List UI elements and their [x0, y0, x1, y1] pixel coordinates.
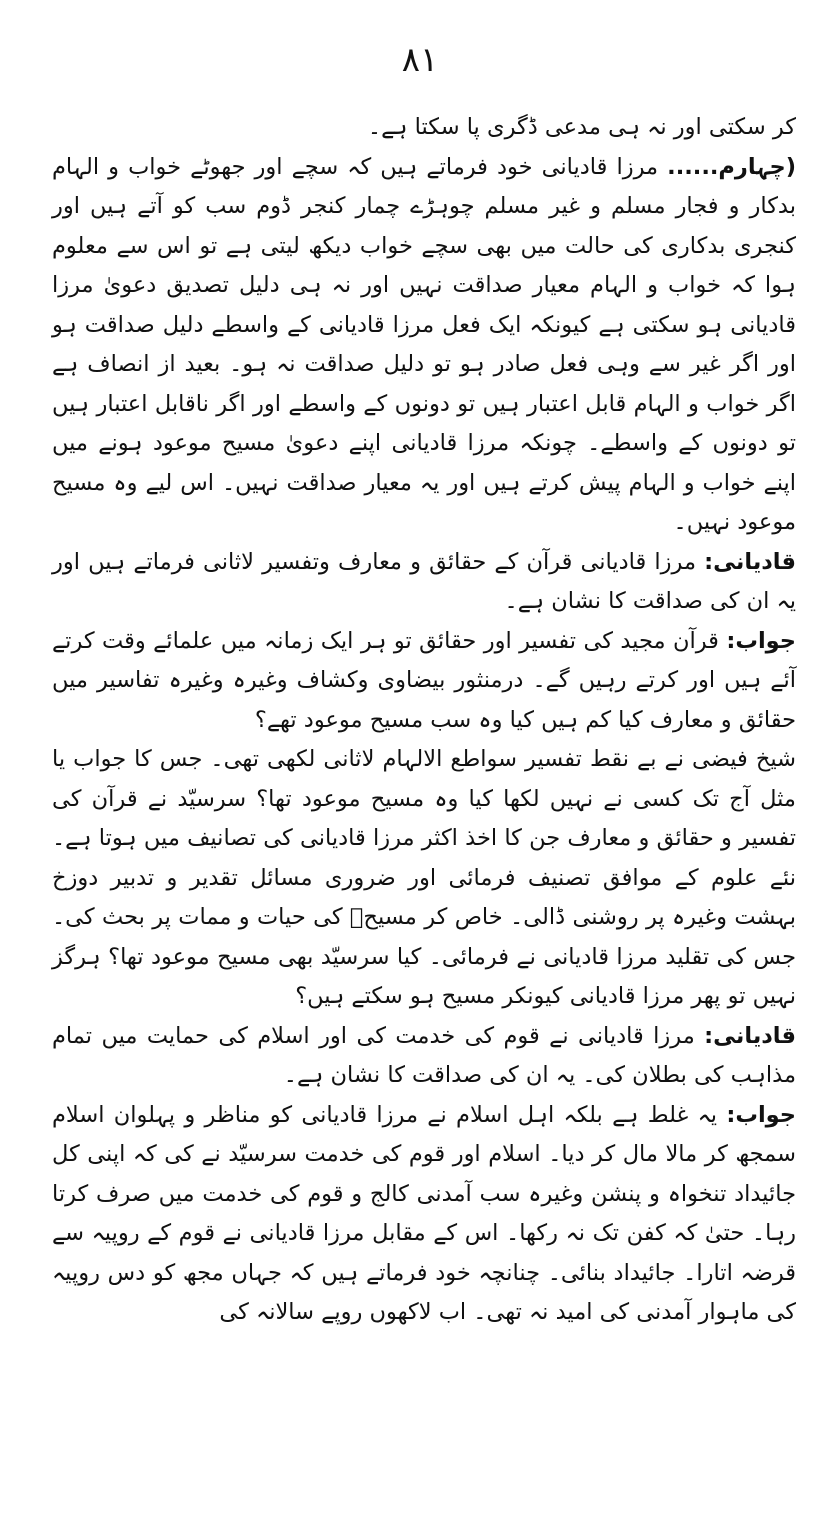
paragraph-5 [52, 740, 796, 1017]
page-number: ۸۱ [401, 40, 439, 80]
paragraph-2-label: (چہارم...... [667, 153, 796, 180]
paragraph-3-text: مرزا قادیانی قرآن کے حقائق و معارف وتفسیر لاثانی فرماتے ہیں اور یہ ان کی صداقت کا نشان ہے۔ [52, 548, 796, 614]
paragraph-7 [52, 1096, 796, 1333]
paragraph-1 [52, 108, 796, 148]
paragraph-3-label: قادیانی: [704, 548, 796, 575]
paragraph-2 [52, 148, 796, 543]
paragraph-7-text: یہ غلط ہے بلکہ اہل اسلام نے مرزا قادیانی کو مناظر و پہلوان اسلام سمجھ کر مالا مال کر دیا۔ اسلام اور قوم کی خدمت سرسیّد نے کی کہ اپنی کل جائیداد تنخواہ و پنشن وغیرہ سب آمدنی کالج و قوم کی خدمت میں صرف کرتا رہا۔ حتیٰ کہ کفن تک نہ رکھا۔ اس کے مقابل مرزا قادیانی نے قوم کے روپیہ سے قرضہ اتارا۔ جائیداد بنائی۔ چنانچہ خود فرماتے ہیں کہ جہاں مجھ کو دس روپیہ کی ماہوار آمدنی کی امید نہ تھی۔ اب لاکھوں روپے سالانہ کی [52, 1101, 796, 1325]
paragraph-6-text: مرزا قادیانی نے قوم کی خدمت کی اور اسلام کی حمایت میں تمام مذاہب کی بطلان کی۔ یہ ان کی صداقت کا نشان ہے۔ [52, 1022, 796, 1088]
paragraph-4-text: قرآن مجید کی تفسیر اور حقائق تو ہر ایک زمانہ میں علمائے وقت کرتے آئے ہیں اور کرتے رہیں گے۔ درمنثور بیضاوی وکشاف وغیرہ وغیرہ تفاسیر میں حقائق و معارف کیا کم ہیں کیا وہ سب مسیح موعود تھے؟ [52, 627, 796, 733]
paragraph-2-text: مرزا قادیانی خود فرماتے ہیں کہ سچے اور جھوٹے خواب و الہام بدکار و فجار مسلم و غیر مسلم چوہڑے چمار کنجر ڈوم سب کو آتے ہیں اور کنجری بدکاری کی حالت میں بھی سچے خواب دیکھ لیتی ہے تو اس سے معلوم ہوا کہ خواب و الہام معیار صداقت نہیں اور نہ ہی دلیل تصدیق دعویٰ مرزا قادیانی ہو سکتی ہے کیونکہ ایک فعل مرزا قادیانی کے واسطے دلیل صداقت ہو اور اگر غیر سے وہی فعل صادر ہو تو دلیل صداقت نہ ہو۔ بعید از انصاف ہے اگر خواب و الہام قابل اعتبار ہیں تو دونوں کے واسطے اور اگر ناقابل اعتبار ہیں تو دونوں کے واسطے۔ چونکہ مرزا قادیانی اپنے دعویٰ مسیح موعود ہونے میں اپنے خواب و الہام پیش کرتے ہیں اور یہ معیار صداقت نہیں۔ اس لیے وہ مسیح موعود نہیں۔ [52, 153, 796, 535]
paragraph-6-label: قادیانی: [704, 1022, 796, 1049]
paragraph-1-text: کر سکتی اور نہ ہی مدعی ڈگری پا سکتا ہے۔ [367, 114, 796, 140]
paragraph-3 [52, 543, 796, 622]
paragraph-7-label: جواب: [726, 1101, 796, 1128]
paragraph-6 [52, 1017, 796, 1096]
paragraph-5-text: شیخ فیضی نے بے نقط تفسیر سواطع الالہام لاثانی لکھی تھی۔ جس کا جواب یا مثل آج تک کسی نے نہیں لکھا کیا وہ مسیح موعود تھا؟ سرسیّد نے قرآن کی تفسیر و حقائق و معارف جن کا اخذ اکثر مرزا قادیانی کی تصانیف میں ہوتا ہے۔ نئے علوم کے موافق تصنیف فرمائی اور ضروری مسائل تقدیر و تدبیر دوزخ بہشت وغیرہ پر روشنی ڈالی۔ خاص کر مسیحؑ کی حیات و ممات پر بحث کی۔ جس کی تقلید مرزا قادیانی نے فرمائی۔ کیا سرسیّد بھی مسیح موعود تھا؟ ہرگز نہیں تو پھر مرزا قادیانی کیونکر مسیح ہو سکتے ہیں؟ [52, 746, 796, 1009]
paragraph-4-label: جواب: [726, 627, 796, 654]
paragraph-4 [52, 622, 796, 741]
page-body [52, 108, 796, 1333]
